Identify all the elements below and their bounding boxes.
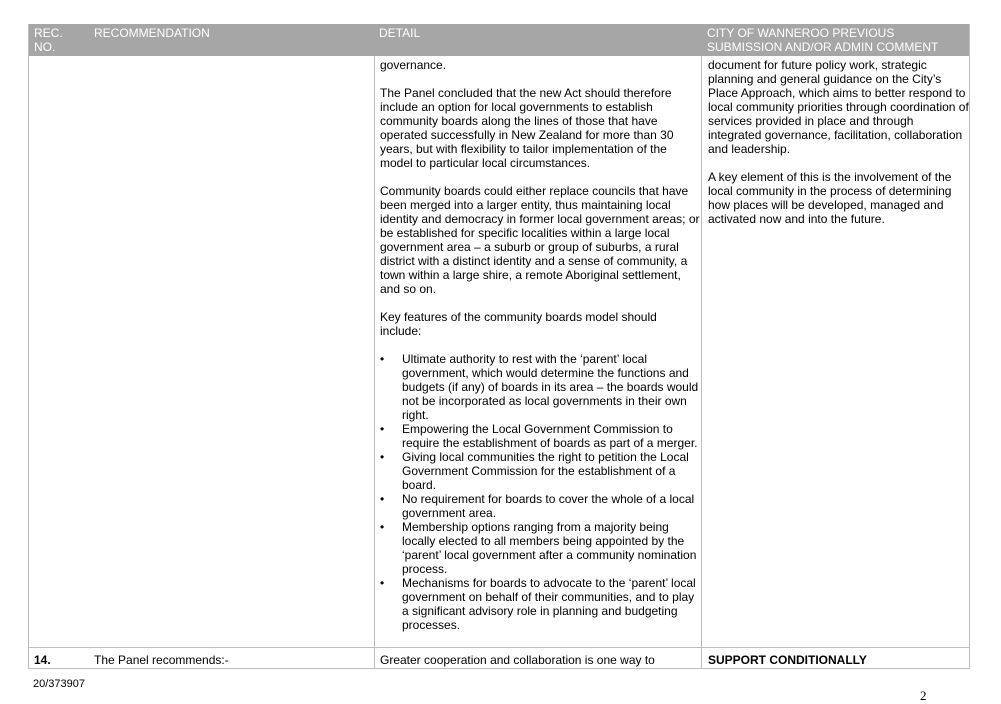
row-14-detail: Greater cooperation and collaboration is one way to xyxy=(380,653,655,667)
detail-bullet-list xyxy=(380,352,700,632)
comment-cell xyxy=(708,58,970,240)
bullet-item: • Empowering the Local Government Commission to require the establishment of boards as part of a merger. xyxy=(380,422,700,450)
detail-paragraph: Key features of the community boards model should include: xyxy=(380,310,657,338)
bullet-item: • Mechanisms for boards to advocate to the ‘parent’ local government on behalf of their communities, and to play a significant advisory role in planning and budgeting processes. xyxy=(380,576,700,632)
row-14-recommendation: The Panel recommends:- xyxy=(94,653,229,667)
comment-paragraph: document for future policy work, strategic planning and general guidance on the City’s Place Approach, which aims to better respond to local community priorities through coordination of services provided in place and through integrated governance, facilitation, collaboration and leadership. xyxy=(708,58,969,156)
bullet-item: • No requirement for boards to cover the whole of a local government area. xyxy=(380,492,700,520)
bullet-item: • Giving local communities the right to petition the Local Government Commission for the establishment of a board. xyxy=(380,450,700,492)
bullet-item: • Ultimate authority to rest with the ‘parent’ local government, which would determine the functions and budgets (if any) of boards in its area – the boards would not be incorporated as local governments in their own right. xyxy=(380,352,700,422)
table-header xyxy=(29,24,969,56)
header-recommendation: RECOMMENDATION xyxy=(94,26,210,40)
row-divider xyxy=(29,647,969,648)
detail-cell xyxy=(380,58,700,632)
comment-paragraph: A key element of this is the involvement of the local community in the process of determining how places will be developed, managed and activated now and into the future. xyxy=(708,170,952,226)
header-comment: CITY OF WANNEROO PREVIOUS SUBMISSION AND/OR ADMIN COMMENT xyxy=(707,26,939,54)
document-id: 20/373907 xyxy=(33,678,85,690)
column-divider-comment xyxy=(701,56,702,668)
row-14-comment: SUPPORT CONDITIONALLY xyxy=(708,653,867,667)
header-rec-no: REC. NO. xyxy=(34,26,63,54)
page-number: 2 xyxy=(920,688,927,703)
detail-paragraph: The Panel concluded that the new Act should therefore include an option for local governments to establish community boards along the lines of those that have operated successfully in New Zealand for more than 30 years, but with flexibility to tailor implementation of the model to particular local circumstances. xyxy=(380,86,674,170)
row-14-rec-no: 14. xyxy=(34,653,51,667)
detail-paragraph: Community boards could either replace councils that have been merged into a larger entity, thus maintaining local identity and democracy in former local government areas; or be established for specific localities within a large local government area – a suburb or group of suburbs, a rural district with a distinct identity and a sense of community, a town within a large shire, a remote Aboriginal settlement, and so on. xyxy=(380,184,700,296)
header-detail: DETAIL xyxy=(379,26,421,40)
bullet-item: • Membership options ranging from a majority being locally elected to all members being appointed by the ‘parent’ local government after a community nomination process. xyxy=(380,520,700,576)
column-divider-detail xyxy=(374,56,375,668)
recommendations-table xyxy=(28,24,970,669)
detail-paragraph: governance. xyxy=(380,58,447,72)
